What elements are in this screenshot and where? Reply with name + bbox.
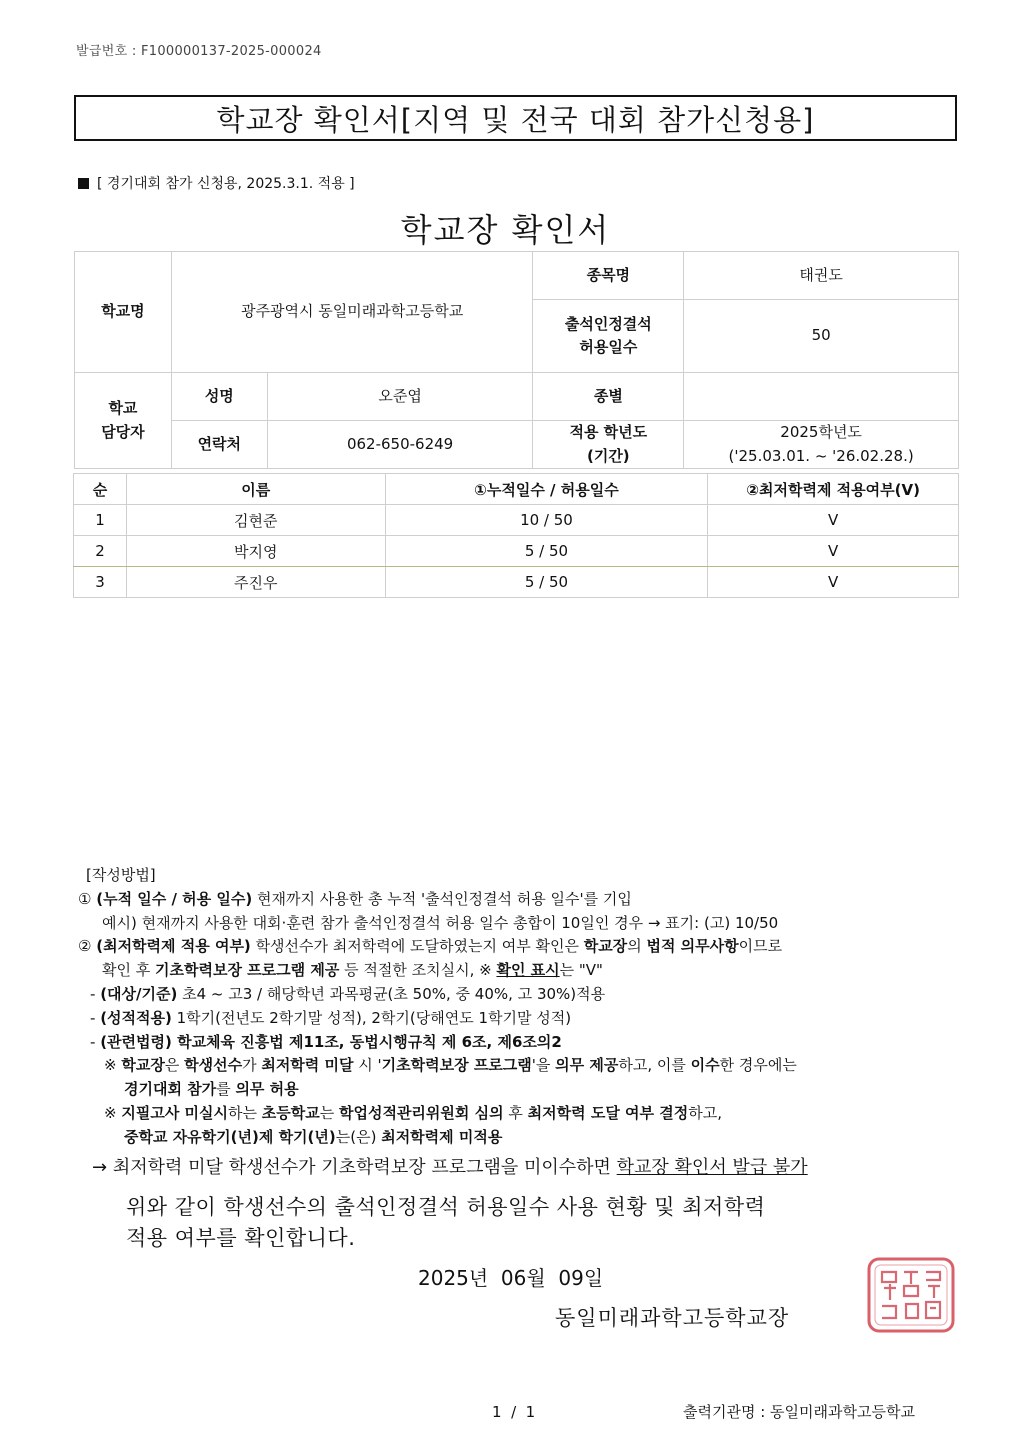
allowed-days-value: 50: [684, 300, 959, 373]
row-days: 10 / 50: [385, 505, 708, 536]
sport-label: 종목명: [533, 252, 684, 300]
usage-note: [78, 173, 355, 193]
signer-name: 동일미래과학고등학교장: [555, 1306, 790, 1330]
issuing-organization: 출력기관명 : 동일미래과학고등학교: [683, 1403, 915, 1421]
square-bullet-icon: [78, 178, 89, 189]
year-value-line1: 2025학년도: [780, 423, 862, 442]
year-value-line2: ('25.03.01. ~ '26.02.28.): [728, 446, 914, 465]
row-name: 김현준: [126, 505, 385, 536]
category-value: [684, 373, 959, 421]
header-days: ①누적일수 / 허용일수: [385, 474, 708, 505]
row-name: 주진우: [126, 567, 385, 598]
header-name: 이름: [126, 474, 385, 505]
header-applied: ②최저학력제 적용여부(V): [708, 474, 959, 505]
school-info-table: [74, 251, 959, 469]
method-line: ※ 학교장은 학생선수가 최저학력 미달 시 '기초학력보장 프로그램'을 의무 제공하고, 이를 이수한 경우에는: [104, 1056, 797, 1075]
row-applied: V: [708, 567, 959, 598]
row-days: 5 / 50: [385, 536, 708, 567]
method-title: [작성방법]: [86, 866, 156, 884]
method-line: 중학교 자유학기(년)제 학기(년)는(은) 최저학력제 미적용: [124, 1127, 503, 1146]
school-value: 광주광역시 동일미래과학고등학교: [171, 252, 533, 373]
confirmation-text: [126, 1192, 765, 1254]
method-line: - (성적적용) 1학기(전년도 2학기말 성적), 2학기(당해연도 1학기말 성적): [90, 1008, 572, 1027]
method-line: - (관련법령) 학교체육 진흥법 제11조, 동법시행규칙 제 6조, 제6조의2: [90, 1032, 562, 1051]
manager-label-line1: 학교: [108, 399, 138, 418]
table-row: [74, 536, 959, 567]
row-name: 박지영: [126, 536, 385, 567]
student-table: [73, 473, 959, 598]
school-label: 학교명: [75, 252, 172, 373]
issue-date: 2025년 06월 09일: [418, 1266, 604, 1290]
row-no: 1: [74, 505, 127, 536]
official-seal-stamp: [866, 1256, 956, 1334]
method-line: 예시) 현재까지 사용한 대회·훈련 참가 출석인정결석 허용 일수 총합이 10일인 경우 → 표기: (고) 10/50: [102, 913, 779, 932]
row-applied: V: [708, 505, 959, 536]
year-label-line1: 적용 학년도: [569, 423, 648, 442]
allowed-days-label: [533, 300, 684, 373]
sport-value: 태권도: [684, 252, 959, 300]
contact-value: 062-650-6249: [267, 421, 533, 469]
year-value: [684, 421, 959, 469]
document-title: 학교장 확인서[지역 및 전국 대회 참가신청용]: [74, 95, 957, 141]
row-applied: V: [708, 536, 959, 567]
header-no: 순: [74, 474, 127, 505]
table-row: [74, 567, 959, 598]
method-line: 경기대회 참가를 의무 허용: [124, 1080, 299, 1099]
page-number: 1 / 1: [492, 1403, 536, 1421]
name-label: 성명: [171, 373, 267, 421]
row-no: 3: [74, 567, 127, 598]
sub-title: 학교장 확인서: [400, 211, 611, 249]
method-line: 확인 후 기초학력보장 프로그램 제공 등 적절한 조치실시, ※ 확인 표시는 "V": [102, 961, 603, 980]
allowed-days-label-line1: 출석인정결석: [564, 314, 652, 333]
name-value: 오준엽: [267, 373, 533, 421]
method-line: - (대상/기준) 초4 ~ 고3 / 해당학년 과목평균(초 50%, 중 40%, 고 30%)적용: [90, 984, 606, 1003]
usage-note-text: [ 경기대회 참가 신청용, 2025.3.1. 적용 ]: [97, 176, 355, 192]
manager-label-line2: 담당자: [101, 422, 145, 441]
row-no: 2: [74, 536, 127, 567]
confirmation-line2: 적용 여부를 확인합니다.: [126, 1226, 356, 1250]
category-label: 종별: [533, 373, 684, 421]
method-line: ② (최저학력제 적용 여부) 학생선수가 최저학력에 도달하였는지 여부 확인은 학교장의 법적 의무사항이므로: [78, 937, 783, 956]
table-header-row: [74, 474, 959, 505]
allowed-days-label-line2: 허용일수: [579, 338, 638, 356]
confirmation-line1: 위와 같이 학생선수의 출석인정결석 허용일수 사용 현황 및 최저학력: [126, 1195, 766, 1219]
method-line: ※ 지필고사 미실시하는 초등학교는 학업성적관리위원회 심의 후 최저학력 도달 여부 결정하고,: [104, 1103, 722, 1122]
issue-number: 발급번호 : F100000137-2025-000024: [76, 44, 322, 59]
year-label: [533, 421, 684, 469]
method-line: ① (누적 일수 / 허용 일수) 현재까지 사용한 총 누적 '출석인정결석 허용 일수'를 기입: [78, 889, 632, 908]
writing-method: [78, 864, 958, 1150]
contact-label: 연락처: [171, 421, 267, 469]
year-label-line2: (기간): [586, 446, 630, 465]
manager-label: [75, 373, 172, 469]
row-days: 5 / 50: [385, 567, 708, 598]
table-row: [74, 505, 959, 536]
warning-notice: → 최저학력 미달 학생선수가 기초학력보장 프로그램을 미이수하면 학교장 확인서 발급 불가: [92, 1157, 808, 1178]
